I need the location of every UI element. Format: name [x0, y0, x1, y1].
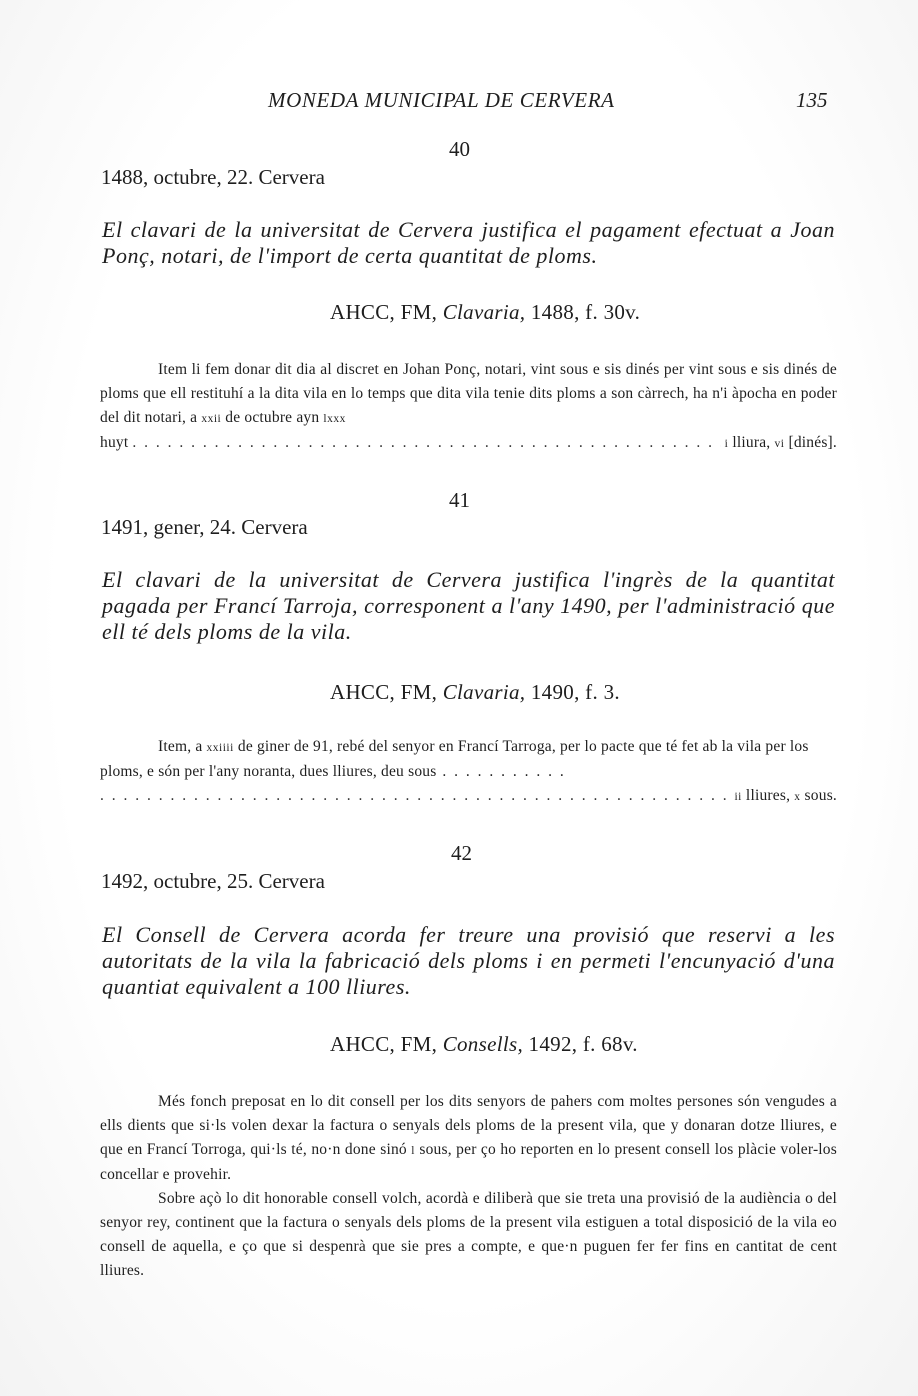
document-source — [330, 1032, 638, 1057]
source-series: Clavaria, — [442, 300, 526, 324]
text-paragraph: Més fonch preposat en lo dit consell per los dits senyors de pahers com moltes persones són vengudes a ells dients que si·ls volen dexar la factura o senyals dels ploms de la present vila, que y donaran dotze lliures, e que en Francí Torroga, qui·ls té, no·n done sinó l sous, per ço ho reporten en lo present consell los plàcie voler-los concellar e provehir. — [100, 1093, 837, 1183]
document-number: 42 — [451, 841, 472, 865]
document-date: 1488, octubre, 22. Cervera — [101, 165, 325, 189]
dot-leader — [100, 784, 730, 808]
dot-leader — [132, 431, 720, 455]
document-source — [330, 680, 620, 705]
document-date: 1491, gener, 24. Cervera — [101, 515, 308, 539]
document-source — [330, 300, 640, 325]
dotted-total-line: huyt . . . i lliura, vi [dinés]. — [100, 431, 837, 456]
text-paragraph: Sobre açò lo dit honorable consell volch, acordà e diliberà que sie treta una provisió de la audiència o del senyor rey, continent que la factura o senyals dels ploms de la present vila estiguen a total disposició de la vila eo consell de aquella, e ço que si despenrà que sie pres a compte, e que·n puguen fer fer fins en cantitat de cent lliures. — [100, 1190, 837, 1279]
source-series: Consells, — [442, 1032, 523, 1056]
source-series: Clavaria, — [442, 680, 526, 704]
document-text — [100, 358, 837, 456]
document-text — [100, 735, 837, 809]
running-header: MONEDA MUNICIPAL DE CERVERA — [268, 88, 615, 112]
document-summary: El clavari de la universitat de Cervera justifica l'ingrès de la quantitat pagada per Francí Tarroja, corresponent a l'any 1490, per l'administració que ell té dels ploms de la vila. — [102, 567, 835, 644]
document-date: 1492, octubre, 25. Cervera — [101, 869, 325, 893]
document-text — [100, 1090, 837, 1283]
source-suffix: 1492, f. 68v. — [523, 1032, 638, 1056]
page-number: 135 — [796, 88, 828, 112]
source-prefix: AHCC, FM, — [330, 680, 443, 704]
document-number: 41 — [449, 488, 470, 512]
document-summary: El clavari de la universitat de Cervera justifica el pagament efectuat a Joan Ponç, notari, de l'import de certa quantitat de ploms. — [102, 217, 835, 268]
source-suffix: 1490, f. 3. — [525, 680, 620, 704]
source-suffix: 1488, f. 30v. — [525, 300, 641, 324]
document-number: 40 — [449, 137, 470, 161]
document-summary: El Consell de Cervera acorda fer treure una provisió que reservi a les autoritats de la vila la fabricació dels ploms i en permeti l'encunyació d'una quantiat equivalent a 100 lliures. — [102, 922, 835, 999]
source-prefix: AHCC, FM, — [330, 300, 443, 324]
dotted-total-line: . . . ii lliures, x sous. — [100, 784, 837, 809]
text-paragraph: Item li fem donar dit dia al discret en Johan Ponç, notari, vint sous e sis dinés per vint sous e sis dinés de ploms que ell restituhí a la dita vila en lo temps que dita vila tenie dits ploms a son càrrech, ha n'i àpocha en poder del dit notari, a xxii de octubre ayn lxxx — [100, 361, 837, 426]
source-prefix: AHCC, FM, — [330, 1032, 443, 1056]
text-paragraph: Item, a xxiiii de giner de 91, rebé del senyor en Francí Tarroga, per lo pacte que té fet ab la vila per los ploms, e són per l'any noranta, dues lliures, deu sous . . . . . . . . . . . — [100, 738, 809, 780]
